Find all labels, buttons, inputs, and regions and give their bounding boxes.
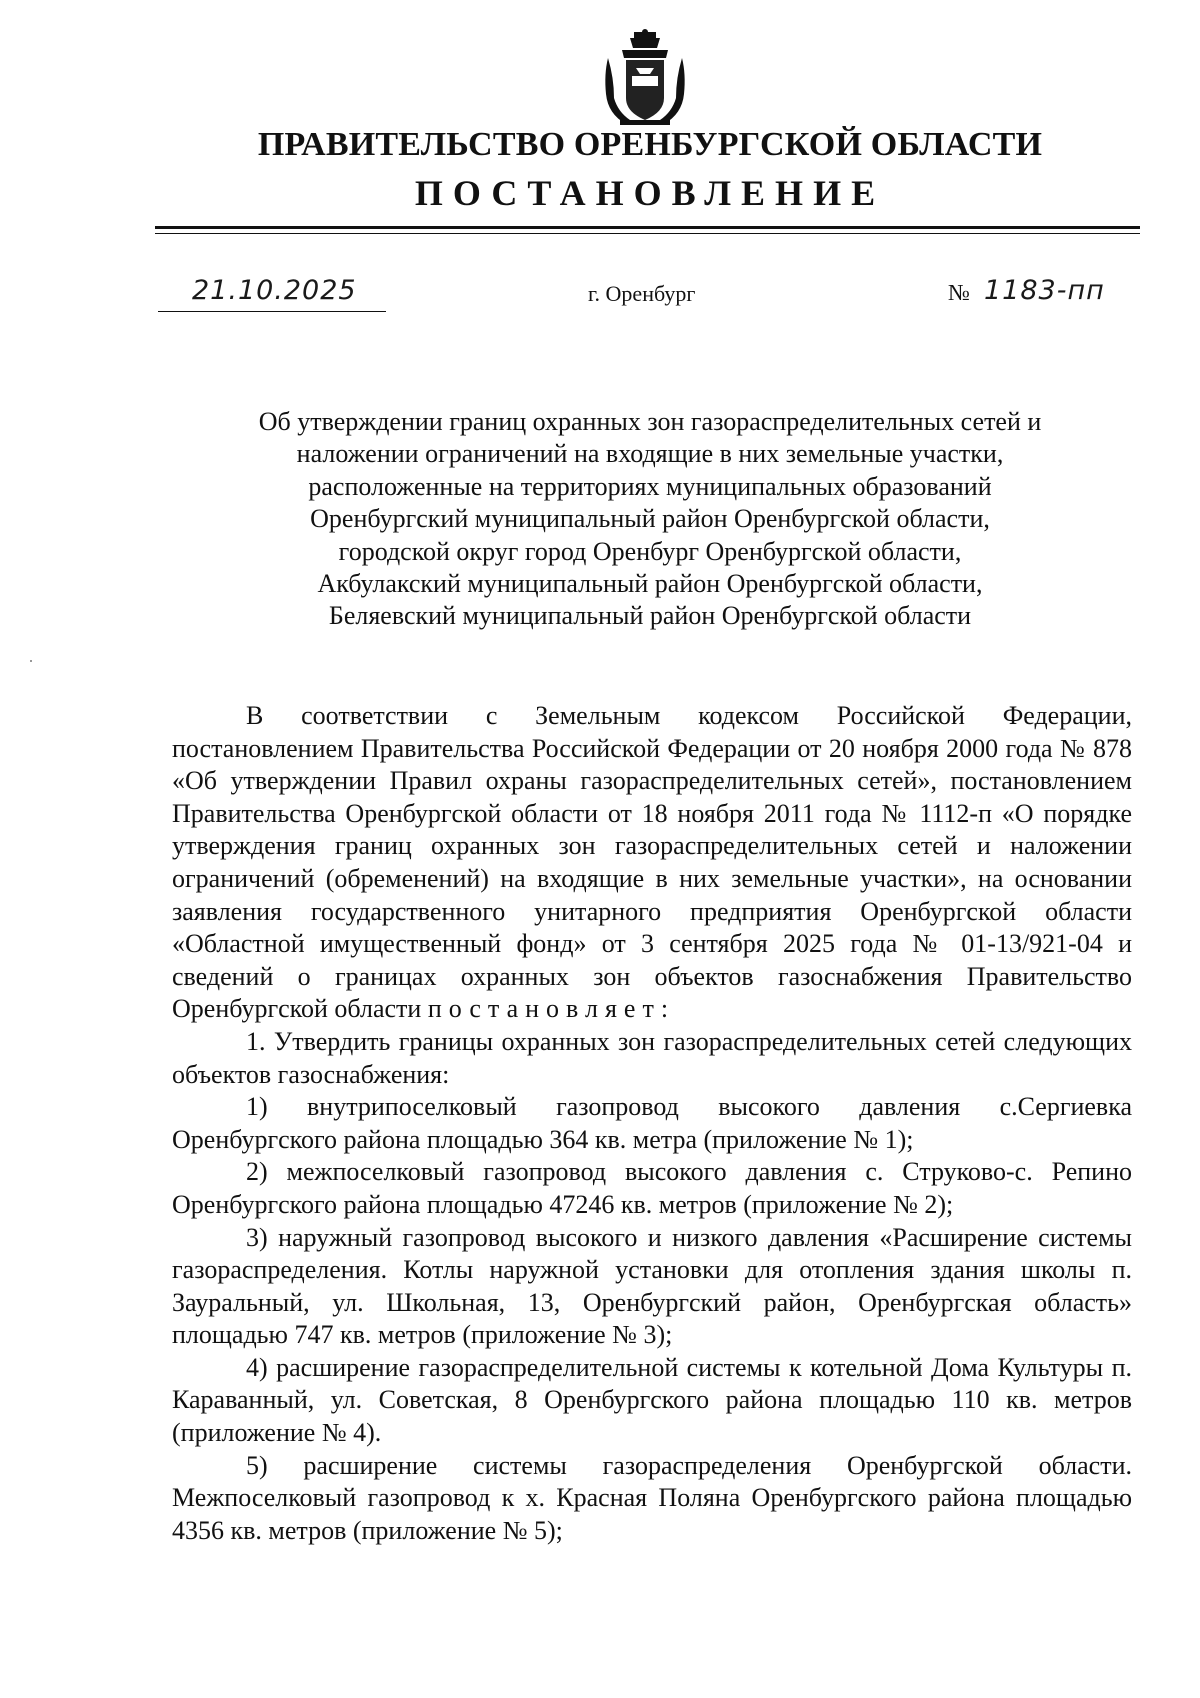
item-paragraph: 4) расширение газораспределительной системы к котельной Дома Культуры п. Караванный, ул. Советская, 8 Оренбургского района площадью 110 кв. метров (приложение № 4). [172,1352,1132,1448]
decree-word: постановляет: [427,994,676,1024]
subject-line: Беляевский муниципальный район Оренбургской области [328,601,972,631]
scan-artifact [30,660,32,662]
subject-line: Акбулакский муниципальный район Оренбургской области, [317,569,983,599]
subject-line: Оренбургский муниципальный район Оренбургской области, [310,504,990,534]
item-paragraph: 5) расширение системы газораспределения Оренбургской области. Межпоселковый газопровод к х. Красная Поляна Оренбургского района площадью 4356 кв. метров (приложение № 5); [172,1450,1132,1545]
date-field [158,275,386,312]
subject-line: Об утверждении границ охранных зон газораспределительных сетей и [258,407,1042,436]
document-body [172,700,1132,1547]
document-city: г. Оренбург [588,281,696,306]
item-paragraph: 1. Утвердить границы охранных зон газораспределительных сетей следующих объектов газоснабжения: [172,1026,1132,1089]
item-paragraph: 1) внутрипоселковый газопровод высокого давления с.Сергиевка Оренбургского района площадью 364 кв. метра (приложение № 1); [172,1092,1132,1154]
subject-line: наложении ограничений на входящие в них земельные участки, [296,439,1004,469]
subject-line: расположенные на территориях муниципальных образований [308,471,992,501]
header-divider-thin [155,233,1140,234]
subject-line: городской округ город Оренбург Оренбургской области, [338,536,962,566]
item-paragraph: 3) наружный газопровод высокого и низкого давления «Расширение системы газораспределения. Котлы наружной установки для отопления здания школы п. Зауральный, ул. Школьная, 13, Оренбургский район, Оренбургская область» площадью 747 кв. метров (приложение № 3); [172,1222,1132,1350]
header-divider [155,226,1140,229]
number-label: № [948,280,970,305]
government-title: ПРАВИТЕЛЬСТВО ОРЕНБУРГСКОЙ ОБЛАСТИ [257,126,1043,163]
item-paragraph: 2) межпоселковый газопровод высокого давления с. Струково-с. Репино Оренбургского района площадью 47246 кв. метров (приложение № 2); [172,1157,1132,1219]
document-meta-row [158,275,1138,315]
document-type-title: ПОСТАНОВЛЕНИЕ [414,173,886,213]
document-date: 21.10.2025 [192,275,357,306]
document-subject [150,406,1150,633]
document-number: 1183-пп [984,275,1105,306]
preamble-paragraph [172,700,1132,1026]
coat-of-arms-icon [600,28,690,128]
preamble-text: В соответствии с Земельным кодексом Российской Федерации, постановлением Правительства Российской Федерации от 20 ноября 2000 года № 878 «Об утверждении Правил охраны газораспределительных сетей», постановлением Правительства Оренбургской области от 18 ноября 2011 года № 1112-п «О порядке утверждения границ охранных зон газораспределительных сетей и наложении ограничений (обременений) на входящие в них земельные участки», на основании заявления государственного унитарного предприятия Оренбургской области «Областной имущественный фонд» от 3 сентября 2025 года № 01-13/921-04 и сведений о границах охранных зон объектов газоснабжения Правительство Оренбургской области [172,701,1132,1024]
